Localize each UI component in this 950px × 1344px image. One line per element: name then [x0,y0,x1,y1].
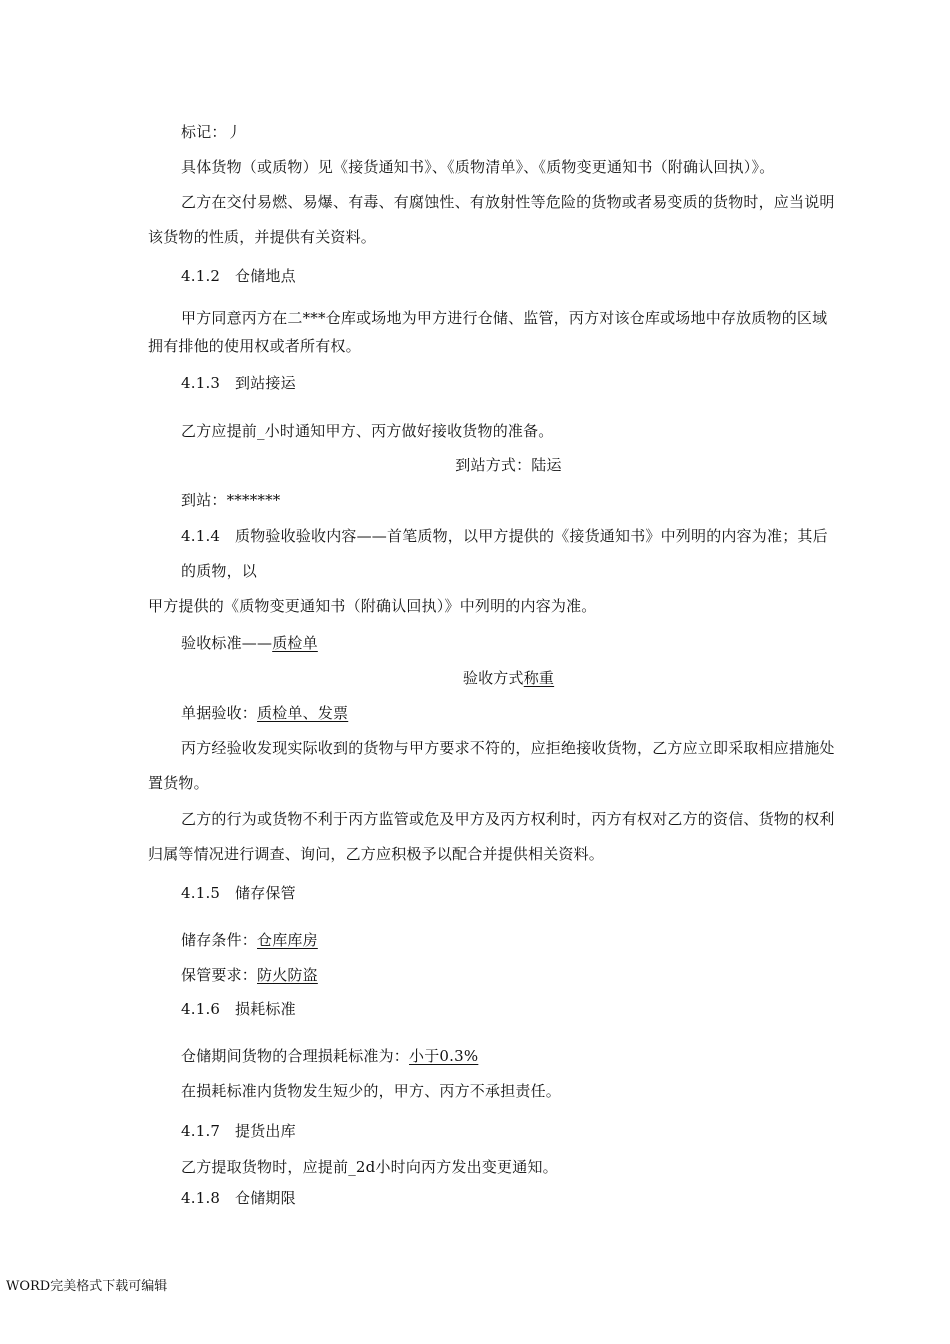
section-4-1-4-line-3: 甲方提供的《质物变更通知书（附确认回执）》中列明的内容为准。 [148,597,597,615]
acceptance-method-label: 验收方式 [462,669,524,687]
mark-value: 丿 [226,123,242,141]
document-check-line [181,703,348,723]
reject-line-2: 置货物。 [148,774,209,792]
mark-label: 标记： [181,123,227,141]
document-check-label: 单据验收： [181,704,258,722]
document-check-value: 质检单、发票 [257,704,349,722]
section-number: 4.1.6 [181,1000,221,1018]
section-number: 4.1.3 [181,374,221,392]
section-4-1-2-heading [181,266,296,286]
section-4-1-8-heading [181,1188,296,1208]
section-4-1-4-line-1 [181,526,828,546]
section-title: 储存保管 [235,884,296,902]
section-4-1-3-heading [181,373,296,393]
section-4-1-4-line-2: 的质物，以 [181,562,258,580]
location-line-2: 拥有排他的使用权或者所有权。 [148,337,361,355]
loss-note-line: 在损耗标准内货物发生短少的，甲方、丙方不承担责任。 [181,1082,562,1100]
storage-condition-line [181,930,318,950]
acceptance-standard-label: 验收标准—— [181,634,273,652]
danger-goods-line-2: 该货物的性质，并提供有关资料。 [148,228,377,246]
section-number: 4.1.4 [181,527,221,545]
section-number: 4.1.5 [181,884,221,902]
section-number: 4.1.8 [181,1189,221,1207]
acceptance-method-line [0,668,950,688]
page-footer: WORD完美格式下载可编辑 [6,1279,168,1294]
location-line-1: 甲方同意丙方在二***仓库或场地为甲方进行仓储、监管，丙方对该仓库或场地中存放质物的区域 [181,309,828,327]
section-4-1-5-heading [181,883,296,903]
reject-line-1: 丙方经验收发现实际收到的货物与甲方要求不符的，应拒绝接收货物，乙方应立即采取相应措施处 [181,739,835,757]
acceptance-standard-value: 质检单 [272,634,318,652]
pickup-line: 乙方提取货物时，应提前_2d小时向丙方发出变更通知。 [181,1158,558,1176]
acceptance-standard-line [181,633,318,653]
keeping-requirement-label: 保管要求： [181,966,258,984]
section-title: 仓储地点 [235,267,296,285]
investigate-line-2: 归属等情况进行调查、询问，乙方应积极予以配合并提供相关资料。 [148,845,605,863]
arrival-station-line: 到站：******* [181,491,281,509]
section-4-1-7-heading [181,1121,296,1141]
keeping-requirement-value: 防火防盗 [257,966,318,984]
loss-standard-line [181,1046,478,1066]
section-title: 提货出库 [235,1122,296,1140]
storage-condition-value: 仓库库房 [257,931,318,949]
storage-condition-label: 储存条件： [181,931,258,949]
loss-standard-value: 小于0.3% [409,1047,479,1065]
section-title: 到站接运 [235,374,296,392]
mark-line [181,122,242,142]
section-number: 4.1.7 [181,1122,221,1140]
section-4-1-6-heading [181,999,296,1019]
arrival-mode-line: 到站方式：陆运 [455,456,562,474]
acceptance-method-value: 称重 [523,669,555,687]
section-text: 质物验收验收内容——首笔质物，以甲方提供的《接货通知书》中列明的内容为准；其后 [235,527,828,545]
danger-goods-line-1: 乙方在交付易燃、易爆、有毒、有腐蚀性、有放射性等危险的货物或者易变质的货物时，应当说明 [181,193,835,211]
section-title: 损耗标准 [235,1000,296,1018]
section-number: 4.1.2 [181,267,221,285]
goods-reference: 具体货物（或质物）见《接货通知书》、《质物清单》、《质物变更通知书（附确认回执）》。 [181,158,775,176]
investigate-line-1: 乙方的行为或货物不利于丙方监管或危及甲方及丙方权利时，丙方有权对乙方的资信、货物的权利 [181,810,835,828]
loss-standard-label: 仓储期间货物的合理损耗标准为： [181,1047,410,1065]
notify-line: 乙方应提前_小时通知甲方、丙方做好接收货物的准备。 [181,422,554,440]
keeping-requirement-line [181,965,318,985]
section-title: 仓储期限 [235,1189,296,1207]
